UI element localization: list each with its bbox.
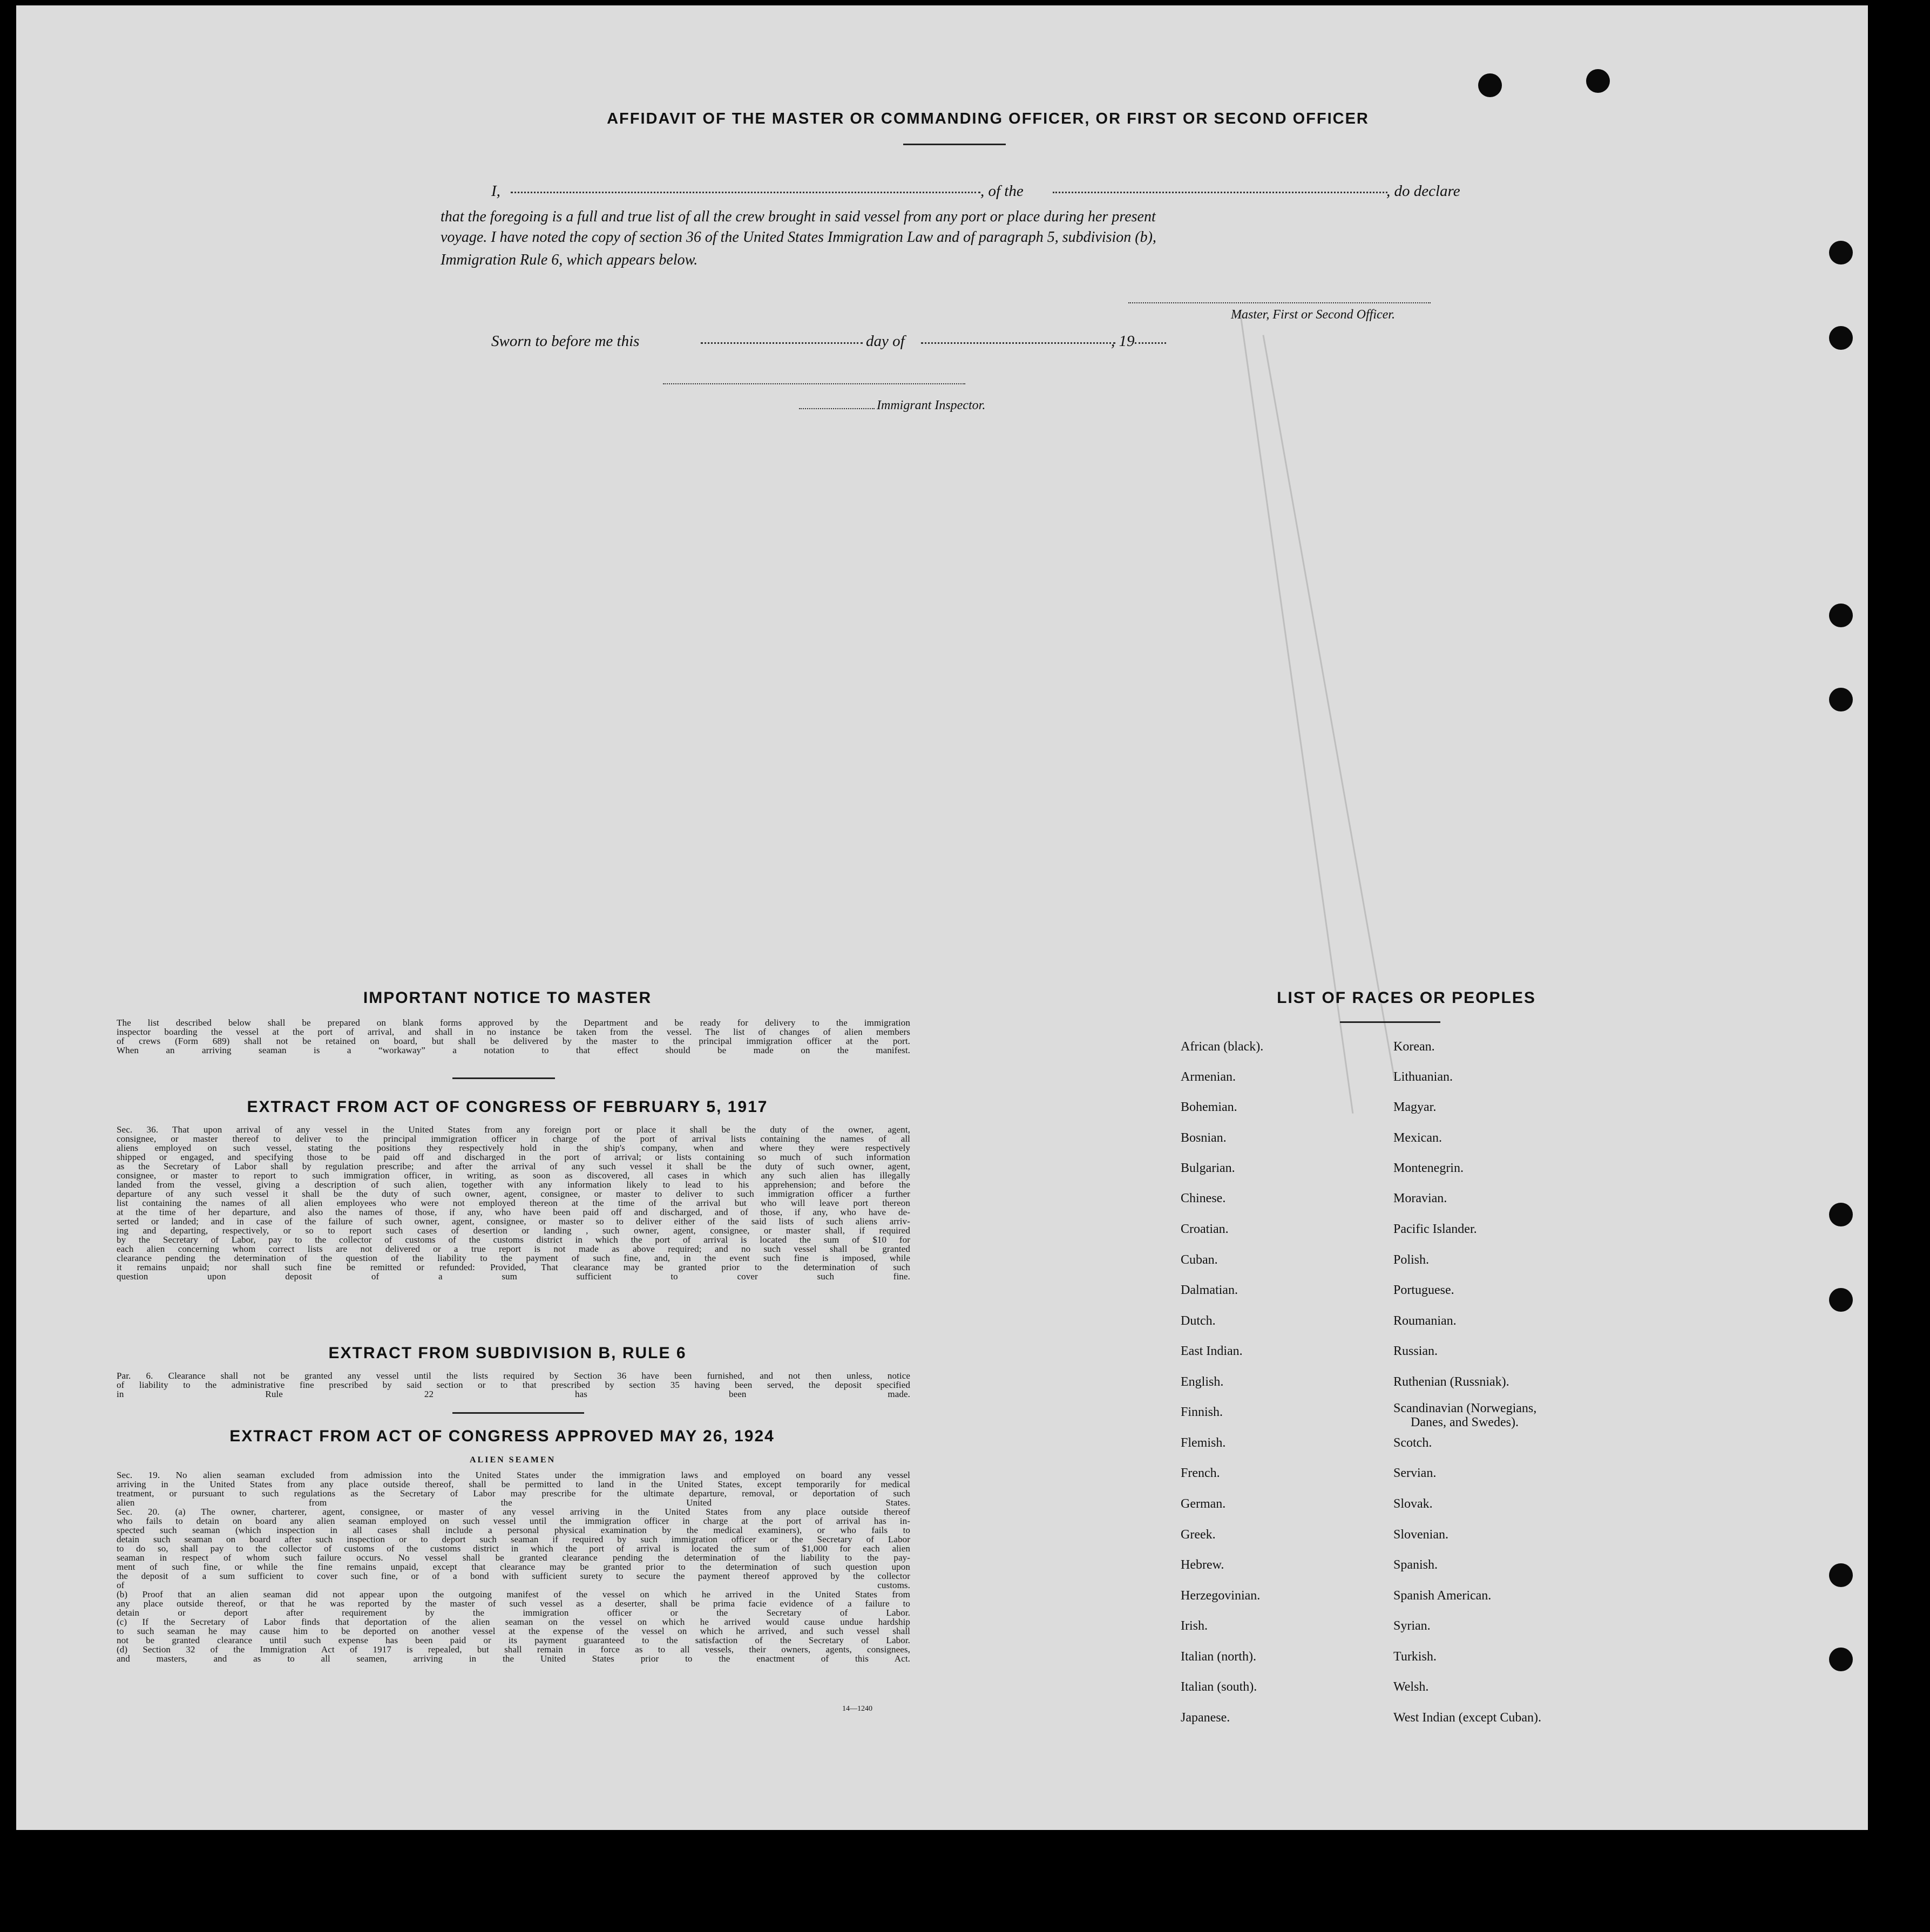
text-line: (d) Section 32 of the Immigration Act of 1917 is repealed, but shall remain in force as to all vessels, their owners, agents, consignees, — [117, 1644, 910, 1655]
race-item: Cuban. — [1181, 1253, 1218, 1267]
text-line: detain such seaman on board after such inspection or to deport such seaman if required by such immigration officer or the Secretary of Labor — [117, 1534, 910, 1544]
text-line: spected such seaman (which inspection in all cases shall include a personal physical examination by the medical examiners), or who fails to — [117, 1525, 910, 1535]
race-item: Italian (south). — [1181, 1680, 1257, 1694]
affidavit-of-the: , of the — [980, 182, 1024, 200]
race-item: Slovak. — [1393, 1497, 1433, 1511]
subdivision-b-body — [117, 1371, 910, 1399]
race-item: Servian. — [1393, 1466, 1437, 1480]
race-item: French. — [1181, 1466, 1220, 1480]
text-line: landed from the vessel, giving a description of such alien, together with any information likely to lead to his apprehension; and before the — [117, 1179, 910, 1190]
punch-hole — [1829, 1203, 1853, 1226]
race-item: Croatian. — [1181, 1222, 1229, 1236]
punch-hole — [1478, 73, 1502, 97]
text-line: Sec. 19. No alien seaman excluded from admission into the United States under the immigration laws and employed on board any vessel — [117, 1470, 910, 1480]
text-line: shipped or engaged, and specifying those to be paid off and discharged in the port of arrival; or lists containing so much of such information — [117, 1152, 910, 1162]
text-line: list containing the names of all alien employees who were not employed thereon at the time of the arrival but who will leave port thereon — [117, 1198, 910, 1208]
text-line: question upon deposit of a sum sufficient to cover such fine. — [117, 1271, 910, 1282]
sworn-text: Sworn to before me this — [491, 333, 640, 350]
race-item: Montenegrin. — [1393, 1161, 1464, 1175]
text-line: at the time of her departure, and also the names of those, if any, who have been paid off and discharged, and of those, if any, who have de- — [117, 1207, 910, 1217]
inspector-signature-line-2 — [799, 408, 875, 409]
text-line: it remains unpaid; nor shall such fine be remitted or refunded: Provided, That clearance may be granted prior to the determination of such — [117, 1262, 910, 1272]
race-item: Roumanian. — [1393, 1314, 1457, 1328]
race-item: Japanese. — [1181, 1711, 1230, 1725]
race-item: Russian. — [1393, 1344, 1438, 1358]
race-item: Turkish. — [1393, 1650, 1437, 1664]
extract-1924-heading: EXTRACT FROM ACT OF CONGRESS APPROVED MAY 26, 1924 — [229, 1427, 775, 1445]
race-item: Welsh. — [1393, 1680, 1429, 1694]
race-item: English. — [1181, 1375, 1224, 1389]
race-item: Hebrew. — [1181, 1558, 1224, 1572]
text-line: clearance pending the determination of the question of the liability to the payment of such fine, and, in the event such fine is imposed, while — [117, 1253, 910, 1263]
text-line: the deposit of a sum sufficient to cover such fine, or of a bond with sufficient surety to secure the payment thereof approved by the collector — [117, 1571, 910, 1581]
text-line: seaman in respect of whom such failure occurs. No vessel shall be granted clearance pending the determination of the liability to the pay- — [117, 1553, 910, 1563]
punch-hole — [1829, 241, 1853, 265]
text-line: treatment, or pursuant to such regulations as the Secretary of Labor may prescribe for the ultimate departure, removal, or deportation of such — [117, 1488, 910, 1499]
race-item: African (black). — [1181, 1040, 1264, 1054]
race-item: Portuguese. — [1393, 1283, 1454, 1297]
race-item: Lithuanian. — [1393, 1070, 1453, 1084]
affidavit-line-4: Immigration Rule 6, which appears below. — [441, 252, 698, 268]
race-item-continued: Danes, and Swedes). — [1411, 1415, 1519, 1429]
affidavit-i: I, — [491, 182, 500, 200]
race-item: East Indian. — [1181, 1344, 1243, 1358]
text-line: consignee, or master to report to such immigration officer, in writing, as soon as discovered, all cases in which any such alien has illegally — [117, 1170, 910, 1181]
notice-line: The list described below shall be prepared on blank forms approved by the Department and be ready for delivery to the immigration — [117, 1018, 910, 1028]
text-line: Sec. 20. (a) The owner, charterer, agent, consignee, or master of any vessel arriving in the United States from any place outside thereof — [117, 1507, 910, 1517]
notice-body — [117, 1018, 910, 1055]
race-item: Spanish. — [1393, 1558, 1438, 1572]
text-line: aliens employed on such vessel, stating the positions they respectively hold in the ship's company, when and where they were respectively — [117, 1143, 910, 1153]
notice-line: inspector boarding the vessel at the port of arrival, and shall in no instance be taken from the vessel. The list of changes of alien members — [117, 1027, 910, 1037]
text-line: by the Secretary of Labor, pay to the collector of customs of the customs district in which the port of arrival is located the sum of $10 for — [117, 1235, 910, 1245]
inspector-label: Immigrant Inspector. — [877, 398, 986, 412]
section-rule — [452, 1412, 584, 1414]
race-item: Spanish American. — [1393, 1589, 1492, 1603]
affidavit-heading: AFFIDAVIT OF THE MASTER OR COMMANDING OFFICER, OR FIRST OR SECOND OFFICER — [607, 110, 1369, 127]
race-item: Dutch. — [1181, 1314, 1216, 1328]
race-item: West Indian (except Cuban). — [1393, 1711, 1541, 1725]
alien-seamen-subheading: ALIEN SEAMEN — [470, 1455, 556, 1465]
race-item: Magyar. — [1393, 1100, 1437, 1114]
text-line: to such seaman he may cause him to be deported on another vessel at the expense of the vessel on which he arrived, and such vessel shall — [117, 1626, 910, 1636]
text-line: (c) If the Secretary of Labor finds that deportation of the alien seaman on the vessel on which he arrived would cause undue hardship — [117, 1617, 910, 1627]
sworn-day-field[interactable] — [701, 342, 863, 344]
text-line: serted or landed; and in case of the failure of such owner, agent, consignee, or master so to deliver either of the said lists of such aliens arriv- — [117, 1216, 910, 1226]
race-item: Scandinavian (Norwegians, — [1393, 1401, 1537, 1415]
sworn-year-field[interactable] — [1135, 342, 1166, 344]
text-line: Sec. 36. That upon arrival of any vessel in the United States from any foreign port or place it shall be the duty of the owner, agent, — [117, 1124, 910, 1135]
race-item: Bulgarian. — [1181, 1161, 1235, 1175]
race-item: Finnish. — [1181, 1405, 1223, 1419]
text-line: and masters, and as to all seamen, arriving in the United States prior to the enactment of this Act. — [117, 1653, 910, 1664]
text-line: not be granted clearance until such expense has been paid or its payment guaranteed to the satisfaction of the Secretary of Labor. — [117, 1635, 910, 1645]
text-line: ment of such fine, or while the fine remains unpaid, except that clearance may be granted prior to the determination of such question upon — [117, 1562, 910, 1572]
race-item: Pacific Islander. — [1393, 1222, 1477, 1236]
punch-hole — [1829, 1288, 1853, 1312]
text-line: in Rule 22 has been made. — [117, 1389, 910, 1399]
text-line: as the Secretary of Labor shall by regulation prescribe; and after the arrival of any such vessel it shall be the duty of such owner, agent, — [117, 1161, 910, 1171]
subdivision-b-heading: EXTRACT FROM SUBDIVISION B, RULE 6 — [328, 1344, 687, 1362]
punch-hole — [1829, 688, 1853, 711]
heading-rule — [903, 144, 1006, 145]
text-line: arriving in the United States from any place outside thereof, shall be permitted to land in the United States, except temporarily for medical — [117, 1479, 910, 1489]
text-line: of liability to the administrative fine prescribed by said section or to that prescribed by section 35 having been served, the deposit specified — [117, 1380, 910, 1390]
master-signature-line[interactable] — [1128, 302, 1431, 303]
punch-hole — [1829, 1648, 1853, 1671]
master-signature-label: Master, First or Second Officer. — [1231, 308, 1395, 322]
race-item: Herzegovinian. — [1181, 1589, 1261, 1603]
affidavit-declare: , do declare — [1386, 182, 1460, 200]
text-line: ing and departing, respectively, or so to report such cases of desertion or landing , such owner, agent, consignee, or master shall, if required — [117, 1225, 910, 1236]
race-item: Bohemian. — [1181, 1100, 1237, 1114]
races-heading: LIST OF RACES OR PEOPLES — [1277, 989, 1536, 1007]
inspector-signature-line[interactable] — [663, 383, 965, 384]
text-line: who fails to detain on board any alien seaman employed on such vessel until the immigration officer in charge at the port of arrival has in- — [117, 1516, 910, 1526]
notice-line: When an arriving seaman is a “workaway” a notation to that effect should be made on the manifest. — [117, 1045, 910, 1055]
sworn-month-field[interactable] — [921, 342, 1115, 344]
race-item: Ruthenian (Russniak). — [1393, 1375, 1509, 1389]
race-item: Irish. — [1181, 1619, 1208, 1633]
race-item: Dalmatian. — [1181, 1283, 1238, 1297]
document-page — [16, 5, 1868, 1830]
text-line: detain or deport after requirement by the immigration officer or the Secretary of Labor. — [117, 1608, 910, 1618]
punch-hole — [1586, 69, 1610, 93]
text-line: any place outside thereof, or that he was reported by the master of such vessel as a deserter, shall be prima facie evidence of a failure to — [117, 1598, 910, 1609]
section-rule — [452, 1077, 555, 1079]
text-line: Par. 6. Clearance shall not be granted any vessel until the lists required by Section 36 have been furnished, and not then unless, notice — [117, 1371, 910, 1381]
text-line: consignee, or master thereof to deliver to the principal immigration officer in charge of the port of arrival lists containing the names of all — [117, 1134, 910, 1144]
race-item: Moravian. — [1393, 1191, 1447, 1205]
race-item: German. — [1181, 1497, 1226, 1511]
affidavit-line-3: voyage. I have noted the copy of section 36 of the United States Immigration Law and of paragraph 5, subdivision (b), — [441, 229, 1156, 246]
race-item: Bosnian. — [1181, 1131, 1227, 1145]
affidavit-line-2: that the foregoing is a full and true list of all the crew brought in said vessel from any port or place during her present — [441, 208, 1156, 225]
race-item: Slovenian. — [1393, 1528, 1448, 1542]
text-line: alien from the United States. — [117, 1497, 910, 1508]
races-rule — [1340, 1021, 1440, 1023]
race-item: Korean. — [1393, 1040, 1435, 1054]
extract-1924-body — [117, 1470, 910, 1663]
year-text: , 19 — [1111, 333, 1135, 350]
text-line: to do so, shall pay to the collector of customs of the customs district in which the port of arrival is located the sum of $1,000 for each alien — [117, 1543, 910, 1554]
extract-1917-heading: EXTRACT FROM ACT OF CONGRESS OF FEBRUARY 5, 1917 — [247, 1098, 768, 1116]
text-line: departure of any such vessel it shall be the duty of such owner, agent, consignee, or master to deliver to such immigration officer a further — [117, 1189, 910, 1199]
punch-hole — [1829, 604, 1853, 627]
race-item: Polish. — [1393, 1253, 1430, 1267]
pencil-mark — [1262, 335, 1395, 1079]
punch-hole — [1829, 1563, 1853, 1587]
race-item: Italian (north). — [1181, 1650, 1256, 1664]
punch-hole — [1829, 326, 1853, 350]
day-of-text: day of — [866, 333, 905, 350]
race-item: Armenian. — [1181, 1070, 1236, 1084]
form-number: 14—1240 — [842, 1705, 872, 1713]
text-line: each alien concerning whom correct lists are not delivered or a true report is not made as above required; and no such vessel shall be granted — [117, 1244, 910, 1254]
race-item: Greek. — [1181, 1528, 1216, 1542]
race-item: Chinese. — [1181, 1191, 1226, 1205]
extract-1917-body — [117, 1125, 910, 1281]
notice-line: of crews (Form 689) shall not be retained on board, but shall be delivered by the master to the principal immigration officer at the port. — [117, 1036, 910, 1046]
race-item: Mexican. — [1393, 1131, 1442, 1145]
race-item: Scotch. — [1393, 1436, 1432, 1450]
name-field[interactable] — [511, 192, 980, 193]
race-item: Flemish. — [1181, 1436, 1226, 1450]
notice-heading: IMPORTANT NOTICE TO MASTER — [363, 989, 652, 1007]
text-line: of customs. — [117, 1580, 910, 1590]
vessel-field[interactable] — [1053, 192, 1387, 193]
race-item: Syrian. — [1393, 1619, 1431, 1633]
text-line: (b) Proof that an alien seaman did not appear upon the outgoing manifest of the vessel on which he arrived in the United States from — [117, 1589, 910, 1599]
